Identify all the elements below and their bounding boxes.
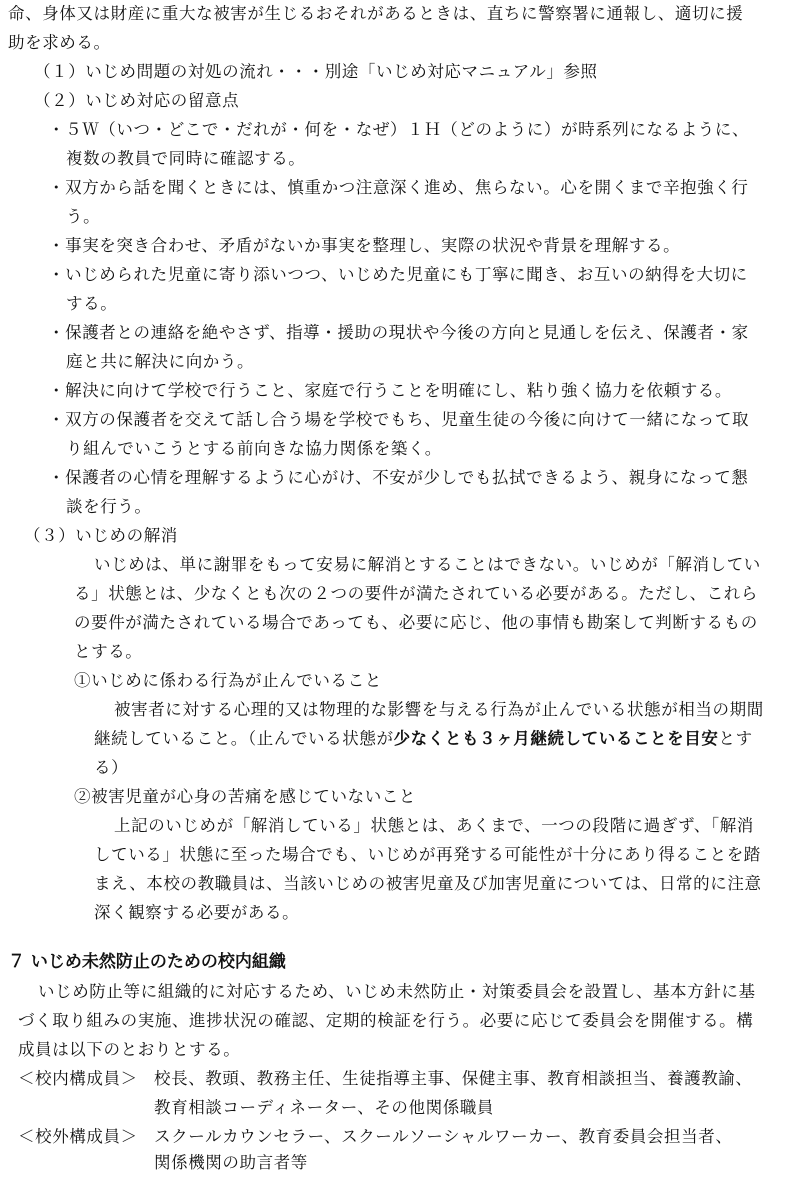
internal-members-label: ＜校内構成員＞ [18, 1069, 138, 1088]
bullet-line: ・いじめられた児童に寄り添いつつ、いじめた児童にも丁寧に聞き、お互いの納得を大切に [48, 265, 748, 284]
bullet-line: う。 [66, 207, 101, 226]
paragraph-line-mixed [94, 724, 753, 753]
paragraph-line: 命、身体又は財産に重大な被害が生じるおそれがあるときは、直ちに警察署に通報し、適切に援 [8, 4, 744, 23]
paragraph-line: 被害者に対する心理的又は物理的な影響を与える行為が止んでいる状態が相当の期間 [114, 700, 764, 719]
paragraph-line: の要件が満たされている場合であっても、必要に応じ、他の事情も勘案して判断するもの [74, 613, 758, 632]
bullet-line: ・保護者の心情を理解するように心がけ、不安が少しでも払拭できるよう、親身になって懇 [48, 468, 749, 487]
bullet-line: ・双方から話を聞くときには、慎重かつ注意深く進め、焦らない。心を開くまで辛抱強く行 [48, 178, 749, 197]
external-members-line: 関係機関の助言者等 [154, 1153, 308, 1172]
internal-members-line: 校長、教頭、教務主任、生徒指導主事、保健主事、教育相談担当、養護教諭、 [154, 1069, 753, 1088]
bullet-line: ・解決に向けて学校で行うこと、家庭で行うことを明確にし、粘り強く協力を依頼する。 [48, 381, 732, 400]
bullet-line: 複数の教員で同時に確認する。 [66, 149, 306, 168]
item-2-heading: （２）いじめ対応の留意点 [34, 91, 240, 110]
paragraph-line: づく取り組みの実施、進捗状況の確認、定期的検証を行う。必要に応じて委員会を開催する。構 [18, 1011, 754, 1030]
bullet-line: ・双方の保護者を交えて話し合う場を学校でもち、児童生徒の今後に向けて一緒になって取 [48, 410, 750, 429]
bullet-line: 庭と共に解決に向かう。 [66, 352, 255, 371]
requirement-1-title: ①いじめに係わる行為が止んでいること [74, 671, 382, 690]
item-3-heading: （３）いじめの解消 [24, 526, 178, 545]
section-7-heading: ７ いじめ未然防止のための校内組織 [8, 952, 286, 972]
paragraph-line: とする。 [74, 642, 143, 661]
bullet-line: ・５Ｗ（いつ・どこで・だれが・何を・なぜ）１Ｈ（どのように）が時系列になるように、 [48, 120, 750, 139]
paragraph-line: いじめ防止等に組織的に対応するため、いじめ未然防止・対策委員会を設置し、基本方針に基 [38, 982, 756, 1001]
emphasis-text: 少なくとも３ヶ月継続していることを目安 [393, 729, 719, 748]
item-1-heading: （１）いじめ問題の対処の流れ・・・別途「いじめ対応マニュアル」参照 [34, 62, 598, 81]
paragraph-line: まえ、本校の教職員は、当該いじめの被害児童及び加害児童については、日常的に注意 [94, 874, 762, 893]
requirement-2-title: ②被害児童が心身の苦痛を感じていないこと [74, 787, 416, 806]
paragraph-line: 上記のいじめが「解消している」状態とは、あくまで、一つの段階に過ぎず、「解消 [114, 816, 754, 835]
bullet-line: ・保護者との連絡を絶やさず、指導・援助の現状や今後の方向と見通しを伝え、保護者・家 [48, 323, 749, 342]
paragraph-line: 深く観察する必要がある。 [94, 903, 300, 922]
paragraph-line: 助を求める。 [8, 33, 111, 52]
text-span: 継続していること。（止んでいる状態が [94, 729, 394, 748]
bullet-line: ・事実を突き合わせ、矛盾がないか事実を整理し、実際の状況や背景を理解する。 [48, 236, 681, 255]
paragraph-line: 成員は以下のとおりとする。 [18, 1040, 241, 1059]
external-members-label: ＜校外構成員＞ [18, 1127, 138, 1146]
internal-members-line: 教育相談コーディネーター、その他関係職員 [154, 1098, 495, 1117]
paragraph-line: している」状態に至った場合でも、いじめが再発する可能性が十分にあり得ることを踏 [94, 845, 761, 864]
external-members-line: スクールカウンセラー、スクールソーシャルワーカー、教育委員会担当者、 [154, 1127, 733, 1146]
paragraph-line: る） [94, 758, 129, 777]
bullet-line: 談を行う。 [66, 497, 152, 516]
paragraph-line: いじめは、単に謝罪をもって安易に解消とすることはできない。いじめが「解消してい [94, 555, 761, 574]
text-span: とす [718, 729, 753, 748]
paragraph-line: る」状態とは、少なくとも次の２つの要件が満たされている必要がある。ただし、これら [74, 584, 758, 603]
bullet-line: する。 [66, 294, 118, 313]
bullet-line: り組んでいこうとする前向きな協力関係を築く。 [66, 439, 442, 458]
